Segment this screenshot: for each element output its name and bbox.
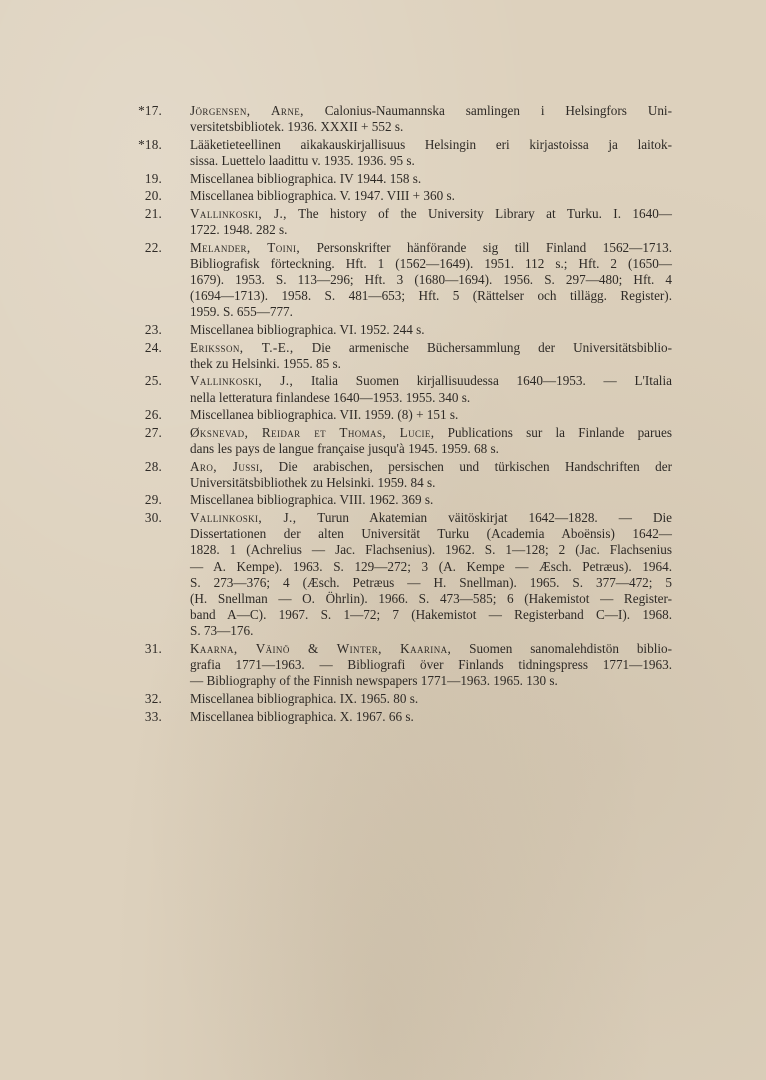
entry-line-text: Universitätsbibliothek zu Helsinki. 1959. 84 s. (190, 474, 436, 490)
entry-line-text: versitetsbibliotek. 1936. XXXII + 552 s. (190, 119, 404, 135)
entry-line-text: (H. Snellman — O. Öhrlin). 1966. S. 473—585; 6 (Hakemistot — Register- (190, 590, 672, 606)
entry-line-text: Miscellanea bibliographica. IV 1944. 158 s. (190, 170, 422, 186)
entry-line (190, 441, 672, 457)
entry-number: 23. (144, 321, 162, 337)
bibliography-list (0, 103, 766, 726)
entry-line-text: dans les pays de langue française jusqu'à 1945. 1959. 68 s. (190, 440, 499, 456)
bibliography-entry (0, 459, 766, 491)
entry-author: Øksnevad, Reidar et Thomas, Lucie, (190, 424, 435, 440)
entry-line (190, 591, 672, 607)
entry-line (190, 691, 672, 707)
entry-number: 24. (144, 339, 162, 355)
entry-text (190, 709, 672, 725)
entry-line (190, 492, 672, 508)
entry-text (190, 322, 672, 338)
entry-number: 33. (144, 708, 162, 724)
entry-line (190, 356, 672, 372)
entry-text (190, 510, 672, 640)
bibliography-entry (0, 322, 766, 338)
entry-line (190, 222, 672, 238)
entry-line-text: sissa. Luettelo laadittu v. 1935. 1936. 95 s. (190, 153, 415, 168)
entry-author: Kaarna, Väinö & Winter, Kaarina, (190, 640, 452, 656)
bibliography-entry (0, 240, 766, 321)
entry-number: *18. (138, 136, 162, 152)
entry-author: Vallinkoski, J., (190, 509, 297, 525)
entry-line-text: Turun Akatemian väitöskirjat 1642—1828. — Die (317, 509, 672, 525)
entry-line (190, 272, 672, 288)
entry-text (190, 240, 672, 321)
entry-line (190, 137, 672, 153)
entry-number: 22. (144, 239, 162, 255)
entry-line-text: Miscellanea bibliographica. VI. 1952. 244 s. (190, 321, 425, 337)
entry-author: Aro, Jussi, (190, 458, 264, 474)
entry-line-text: Publications sur la Finlande parues (447, 424, 672, 440)
entry-line-text: Dissertationen der alten Universität Turku (Academia Aboënsis) 1642— (190, 526, 672, 542)
entry-number: 25. (144, 373, 162, 389)
entry-line (190, 425, 672, 441)
entry-text (190, 425, 672, 457)
entry-line-text: (1694—1713). 1958. S. 481—653; Hft. 5 (Rättelser och tillägg. Register). (190, 288, 672, 304)
entry-line-text: grafia 1771—1963. — Bibliografi över Finlands tidningspress 1771—1963. (190, 657, 672, 673)
entry-author: Eriksson, T.-E., (190, 339, 294, 355)
entry-line-text: Miscellanea bibliographica. IX. 1965. 80 s. (190, 690, 419, 706)
entry-line-text: Bibliografisk förteckning. Hft. 1 (1562—1649). 1951. 112 s.; Hft. 2 (1650— (190, 255, 672, 271)
entry-line (190, 709, 672, 725)
entry-line (190, 575, 672, 591)
entry-text (190, 171, 672, 187)
entry-line (190, 510, 672, 526)
entry-line (190, 673, 672, 689)
entry-number: 27. (144, 424, 162, 440)
bibliography-entry (0, 691, 766, 707)
entry-line-text: thek zu Helsinki. 1955. 85 s. (190, 355, 341, 371)
entry-line (190, 459, 672, 475)
bibliography-entry (0, 103, 766, 135)
entry-line-text: Miscellanea bibliographica. X. 1967. 66 s. (190, 708, 414, 724)
entry-line (190, 340, 672, 356)
entry-line-text: 1722. 1948. 282 s. (190, 221, 288, 237)
entry-number: 30. (144, 509, 162, 525)
entry-number: 21. (144, 205, 162, 221)
bibliography-entry (0, 492, 766, 508)
entry-line-text: Lääketieteellinen aikakauskirjallisuus Helsingin eri kirjastoissa ja laitok- (190, 136, 672, 152)
entry-line (190, 526, 672, 542)
entry-line-text: 1959. S. 655—777. (190, 304, 293, 320)
entry-line (190, 304, 672, 320)
entry-line (190, 188, 672, 204)
entry-line-text: Miscellanea bibliographica. VIII. 1962. 369 s. (190, 492, 434, 508)
entry-line (190, 240, 672, 256)
entry-number: 20. (144, 188, 162, 204)
bibliography-entry (0, 206, 766, 238)
bibliography-entry (0, 709, 766, 725)
entry-line-text: — A. Kempe). 1963. S. 129—272; 3 (A. Kempe — Æsch. Petræus). 1964. (190, 558, 672, 574)
entry-line-text: S. 273—376; 4 (Æsch. Petræus — H. Snellman). 1965. S. 377—472; 5 (190, 574, 672, 590)
entry-number: 26. (144, 407, 162, 423)
entry-text (190, 459, 672, 491)
entry-line (190, 407, 672, 423)
entry-line-text: Suomen sanomalehdistön biblio- (469, 640, 673, 656)
entry-line (190, 103, 672, 119)
entry-line-text: Italia Suomen kirjallisuudessa 1640—1953. — L'Italia (310, 373, 672, 389)
entry-author: Melander, Toini, (190, 239, 301, 255)
entry-number: 28. (144, 458, 162, 474)
bibliography-entry (0, 373, 766, 405)
entry-line-text: Miscellanea bibliographica. VII. 1959. (8) + 151 s. (190, 407, 459, 423)
entry-number: 19. (144, 170, 162, 186)
entry-line (190, 256, 672, 272)
entry-text (190, 103, 672, 135)
entry-line (190, 119, 672, 135)
entry-line (190, 390, 672, 406)
bibliography-entry (0, 171, 766, 187)
entry-text (190, 188, 672, 204)
entry-line-text: nella letteratura finlandese 1640—1953. 1955. 340 s. (190, 389, 471, 405)
entry-text (190, 492, 672, 508)
entry-line-text: The history of the University Library at Turku. I. 1640— (298, 205, 672, 221)
entry-text (190, 373, 672, 405)
entry-line (190, 171, 672, 187)
entry-number: 31. (144, 640, 162, 656)
entry-author: Jörgensen, Arne, (190, 103, 304, 118)
entry-text (190, 641, 672, 690)
entry-line (190, 373, 672, 389)
entry-author: Vallinkoski, J., (190, 373, 294, 389)
entry-number: *17. (138, 103, 162, 118)
entry-line-text: 1679). 1953. S. 113—296; Hft. 3 (1680—1694). 1956. S. 297—480; Hft. 4 (190, 271, 672, 287)
entry-line (190, 153, 672, 169)
entry-line (190, 542, 672, 558)
bibliography-entry (0, 188, 766, 204)
entry-line-text: S. 73—176. (190, 623, 254, 639)
entry-line (190, 206, 672, 222)
entry-text (190, 137, 672, 169)
bibliography-entry (0, 510, 766, 640)
entry-line-text: Personskrifter hänförande sig till Finland 1562—1713. (316, 239, 672, 255)
entry-line (190, 623, 672, 639)
bibliography-entry (0, 137, 766, 169)
entry-line (190, 322, 672, 338)
entry-line-text: Miscellanea bibliographica. V. 1947. VIII + 360 s. (190, 188, 455, 204)
entry-line (190, 657, 672, 673)
entry-number: 32. (144, 690, 162, 706)
entry-line (190, 288, 672, 304)
entry-line-text: band A—C). 1967. S. 1—72; 7 (Hakemistot — Registerband C—I). 1968. (190, 607, 672, 623)
entry-number: 29. (144, 492, 162, 508)
entry-line-text: Die armenische Büchersammlung der Universitätsbiblio- (311, 339, 673, 355)
entry-text (190, 340, 672, 372)
entry-line-text: Calonius-Naumannska samlingen i Helsingfors Uni- (324, 103, 672, 118)
entry-line (190, 641, 672, 657)
bibliography-entry (0, 340, 766, 372)
entry-line (190, 559, 672, 575)
entry-author: Vallinkoski, J., (190, 205, 287, 221)
entry-text (190, 206, 672, 238)
entry-text (190, 691, 672, 707)
bibliography-entry (0, 425, 766, 457)
bibliography-entry (0, 641, 766, 690)
entry-text (190, 407, 672, 423)
entry-line-text: — Bibliography of the Finnish newspapers 1771—1963. 1965. 130 s. (190, 673, 558, 689)
bibliography-entry (0, 407, 766, 423)
entry-line (190, 607, 672, 623)
entry-line-text: 1828. 1 (Achrelius — Jac. Flachsenius). 1962. S. 1—128; 2 (Jac. Flachsenius (190, 542, 672, 558)
entry-line (190, 475, 672, 491)
entry-line-text: Die arabischen, persischen und türkischen Handschriften der (278, 458, 672, 474)
